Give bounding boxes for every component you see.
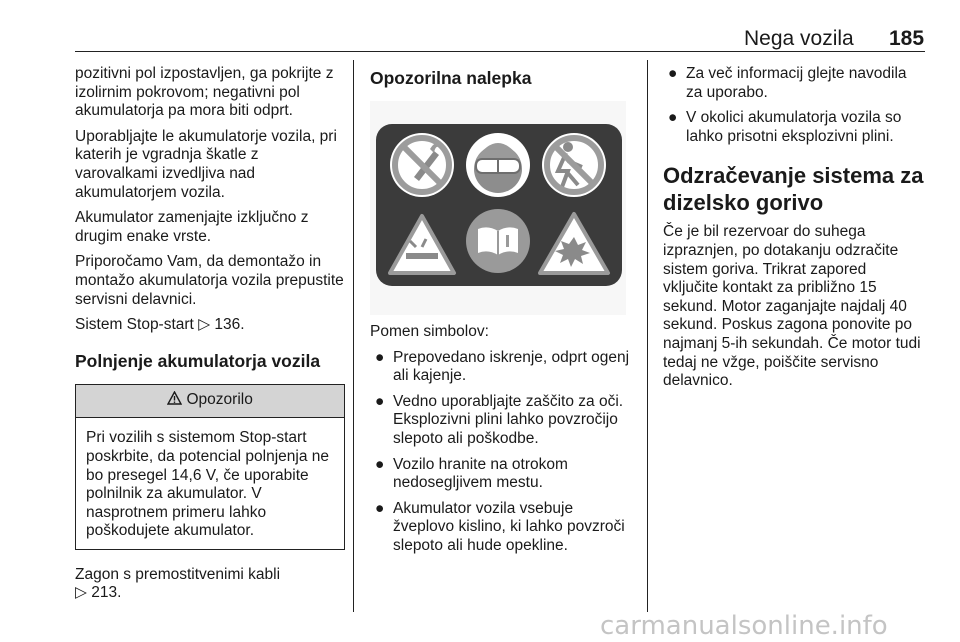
paragraph: Akumulator zamenjajte izključno z drugim enake vrste. xyxy=(75,209,309,245)
section-heading: Odzračevanje sistema za dizelsko gorivo xyxy=(663,163,924,216)
eye-protection-icon xyxy=(466,133,530,197)
no-fire-icon xyxy=(390,133,454,197)
section-heading: Polnjenje akumulatorja vozila xyxy=(75,350,321,371)
arrow-ref-icon: ▷ xyxy=(75,584,87,602)
keep-away-children-icon xyxy=(542,133,606,197)
cross-reference xyxy=(75,566,345,603)
battery-warning-label xyxy=(370,101,626,315)
warning-body: Pri vozilih s sistemom Stop-start poskrbite, da potencial polnjenja ne bo presegel 14,6 V, če uporabite polnilnik za akumulator. V nasprotnem primeru lahko poškodujete akumulator. xyxy=(86,429,330,540)
paragraph: Če je bil rezervoar do suhega izpraznjen, po dotakanju odzračite sistem goriva. Trikrat zapored vključite kontakt za približno 15 sekund. Motor zaganjajte najdalj 40 sekund. Poskus zagona ponovite po najmanj 5-ih sekundah. Če motor tudi tedaj ne vžge, poiščite servisno delavnico. xyxy=(663,223,921,390)
column-1 xyxy=(75,65,345,603)
bullet-dot-icon: ● xyxy=(375,348,385,366)
column-2 xyxy=(370,65,638,563)
list-item: ● Vozilo hranite na otrokom nedosegljivem mestu. xyxy=(375,455,568,492)
read-manual-icon xyxy=(466,209,530,273)
header-rule xyxy=(75,51,925,52)
reference-page[interactable]: 213. xyxy=(91,584,122,602)
reference-text: Sistem Stop-start xyxy=(75,316,194,334)
warning-triangle-icon xyxy=(167,391,182,405)
reference-page[interactable]: 136. xyxy=(214,316,245,334)
page-number: 185 xyxy=(889,27,925,50)
cross-reference xyxy=(75,316,345,335)
paragraph: Uporabljajte le akumulatorje vozila, pri katerih je vgradnja škatle z varovalkami izvedljiva nad akumulatorjem vozila. xyxy=(75,127,337,201)
list-item: ● V okolici akumulatorja vozila so lahko prisotni eksplozivni plini. xyxy=(668,109,902,145)
bullet-dot-icon: ● xyxy=(668,109,678,127)
column-divider-2 xyxy=(647,60,648,612)
symbol-list-continued xyxy=(663,65,925,146)
bullet-dot-icon: ● xyxy=(668,65,678,82)
warning-title: Opozorilo xyxy=(186,390,253,408)
symbol-list xyxy=(370,349,638,556)
reference-text: Zagon s premostitvenimi kabli xyxy=(75,565,281,583)
paragraph: Priporočamo Vam, da demontažo in montažo akumulatorja vozila prepustite servisni delavnici. xyxy=(75,253,344,308)
list-intro: Pomen simbolov: xyxy=(370,323,489,340)
arrow-ref-icon: ▷ xyxy=(198,316,211,334)
list-item: ● Vedno uporabljajte zaščito za oči. Eksplozivni plini lahko povzročijo slepoto ali poškodbe. xyxy=(375,392,624,447)
watermark-text: carmanualsonline.info xyxy=(600,611,888,641)
bullet-dot-icon: ● xyxy=(375,455,385,473)
section-heading: Opozorilna nalepka xyxy=(370,68,532,88)
bullet-dot-icon: ● xyxy=(375,392,385,410)
list-item: ● Akumulator vozila vsebuje žveplovo kislino, ki lahko povzroči slepoto ali hude opekline. xyxy=(375,499,625,554)
warning-label-figure xyxy=(370,101,626,315)
page-header-title: Nega vozila xyxy=(744,27,854,50)
bullet-dot-icon: ● xyxy=(375,499,385,517)
warning-box xyxy=(75,384,345,550)
column-divider-1 xyxy=(353,60,354,612)
paragraph: pozitivni pol izpostavljen, ga pokrijte z izolirnim pokrovom; negativni pol akumulatorja pa mora biti odprt. xyxy=(75,65,334,120)
list-item: ● Za več informacij glejte navodila za uporabo. xyxy=(668,65,907,101)
list-item: ● Prepovedano iskrenje, odprt ogenj ali kajenje. xyxy=(375,348,630,385)
column-3 xyxy=(663,65,925,398)
warning-header xyxy=(76,385,344,419)
